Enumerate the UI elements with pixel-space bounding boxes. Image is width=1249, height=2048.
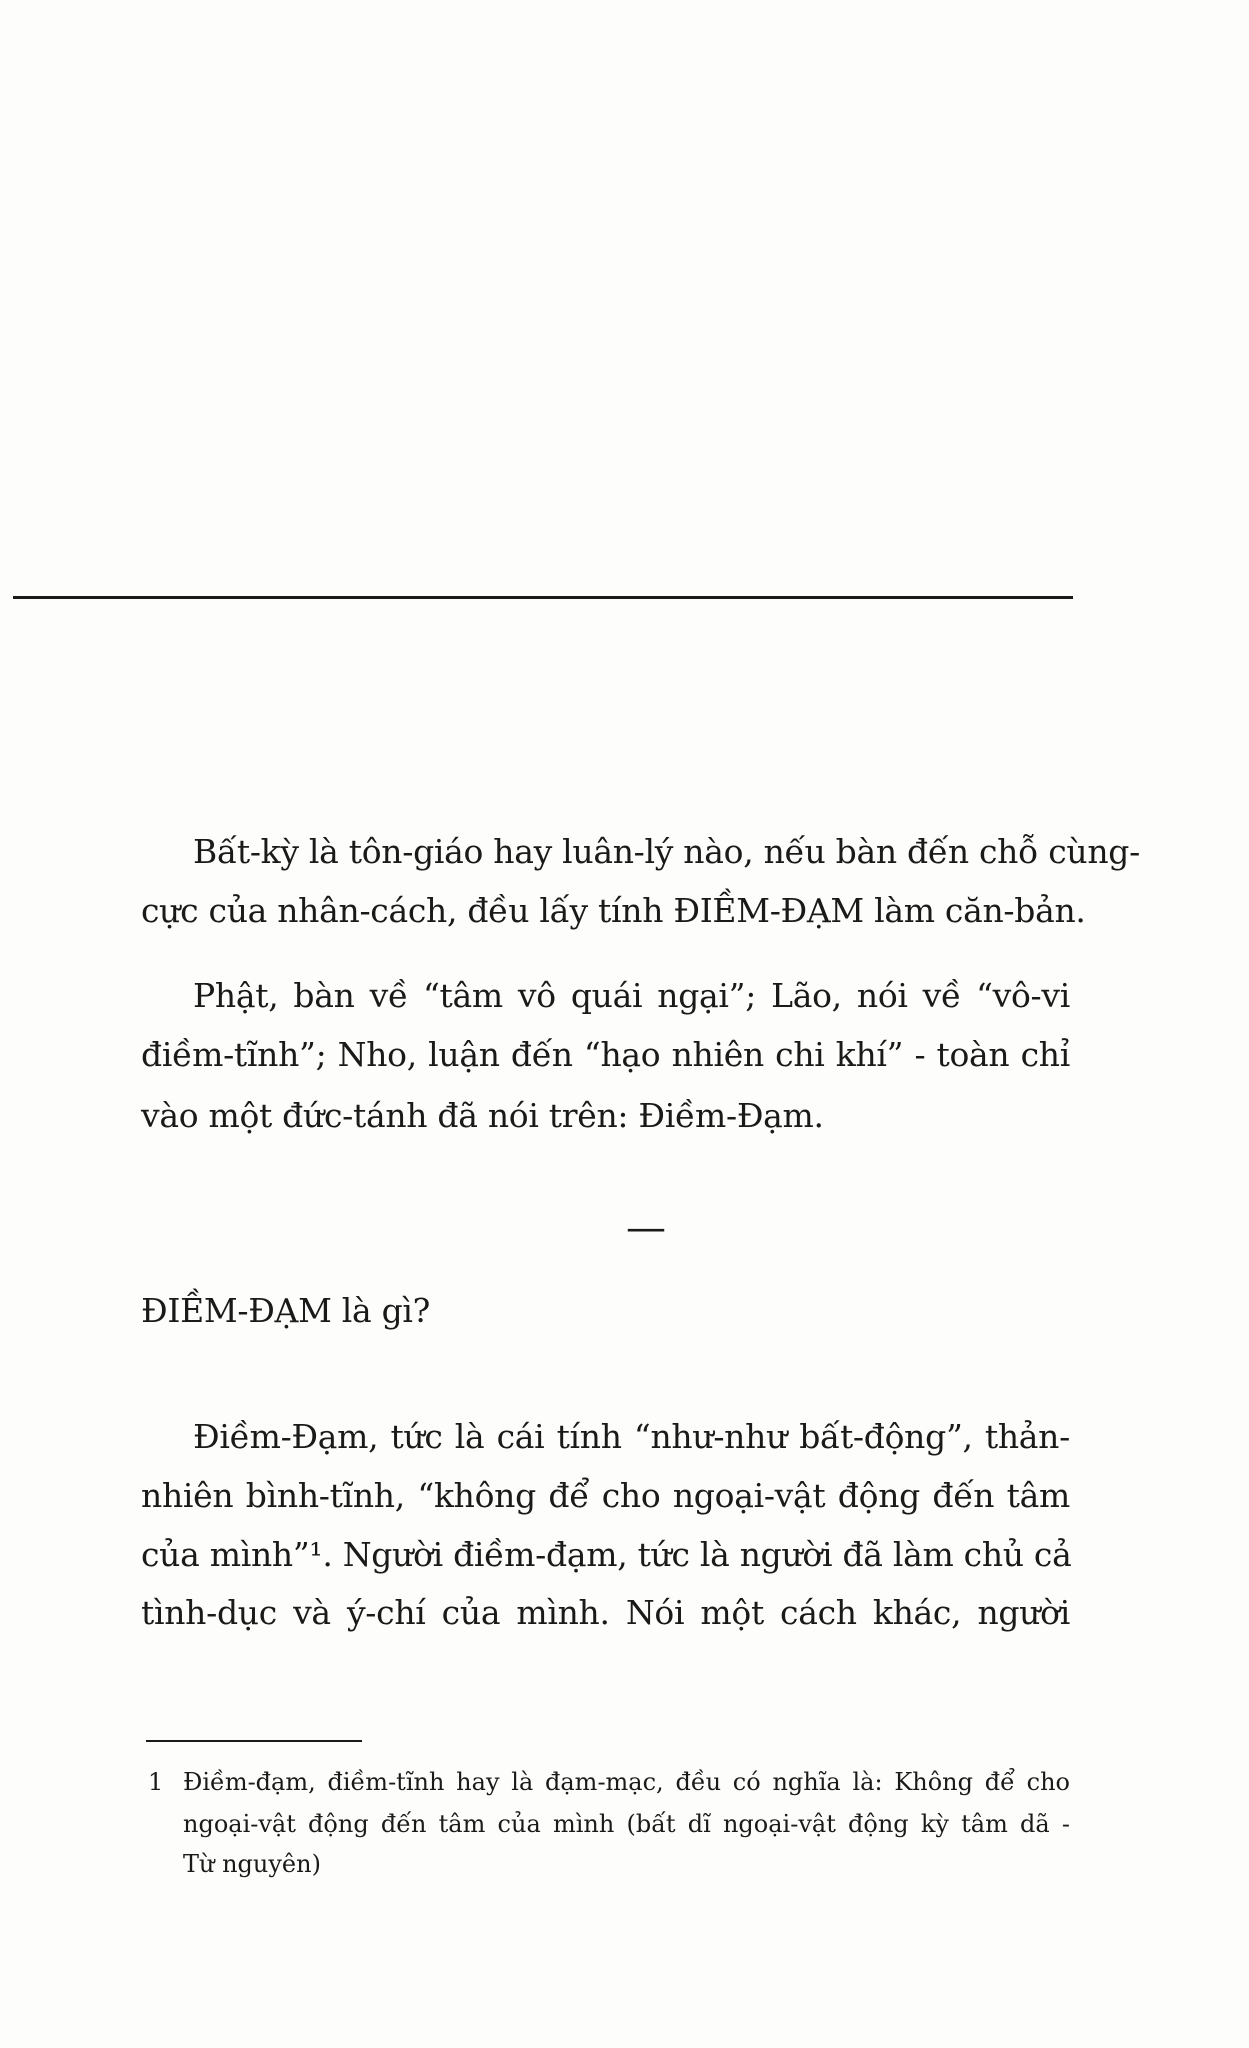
section-break: — (626, 1205, 666, 1251)
chapter-top-rule (13, 596, 1073, 599)
text-line: điềm-tĩnh”; Nho, luận đến “hạo nhiên chi khí” - toàn chỉ (141, 1035, 1070, 1074)
text-line: Bất-kỳ là tôn-giáo hay luân-lý nào, nếu bàn đến chỗ cùng- (193, 832, 1140, 871)
footnote-line: Điềm-đạm, điềm-tĩnh hay là đạm-mạc, đều có nghĩa là: Không để cho (183, 1768, 1070, 1796)
footnote-rule (146, 1740, 362, 1742)
text-line: cực của nhân-cách, đều lấy tính ĐIỀM-ĐẠM làm căn-bản. (141, 891, 1086, 930)
text-line: Phật, bàn về “tâm vô quái ngại”; Lão, nói về “vô-vi (193, 976, 1070, 1015)
text-line: tình-dục và ý-chí của mình. Nói một cách khác, người (141, 1593, 1070, 1632)
section-heading: ĐIỀM-ĐẠM là gì? (141, 1291, 431, 1330)
text-line: vào một đức-tánh đã nói trên: Điềm-Đạm. (141, 1096, 824, 1135)
footnote-line: Từ nguyên) (183, 1850, 321, 1878)
footnote-line: ngoại-vật động đến tâm của mình (bất dĩ ngoại-vật động kỳ tâm dã - (183, 1810, 1070, 1838)
text-line: của mình”¹. Người điềm-đạm, tức là người đã làm chủ cả (141, 1535, 1072, 1574)
footnote-number: 1 (148, 1768, 164, 1796)
text-line: nhiên bình-tĩnh, “không để cho ngoại-vật động đến tâm (141, 1476, 1070, 1515)
text-line: Điềm-Đạm, tức là cái tính “như-như bất-động”, thản- (193, 1417, 1070, 1456)
